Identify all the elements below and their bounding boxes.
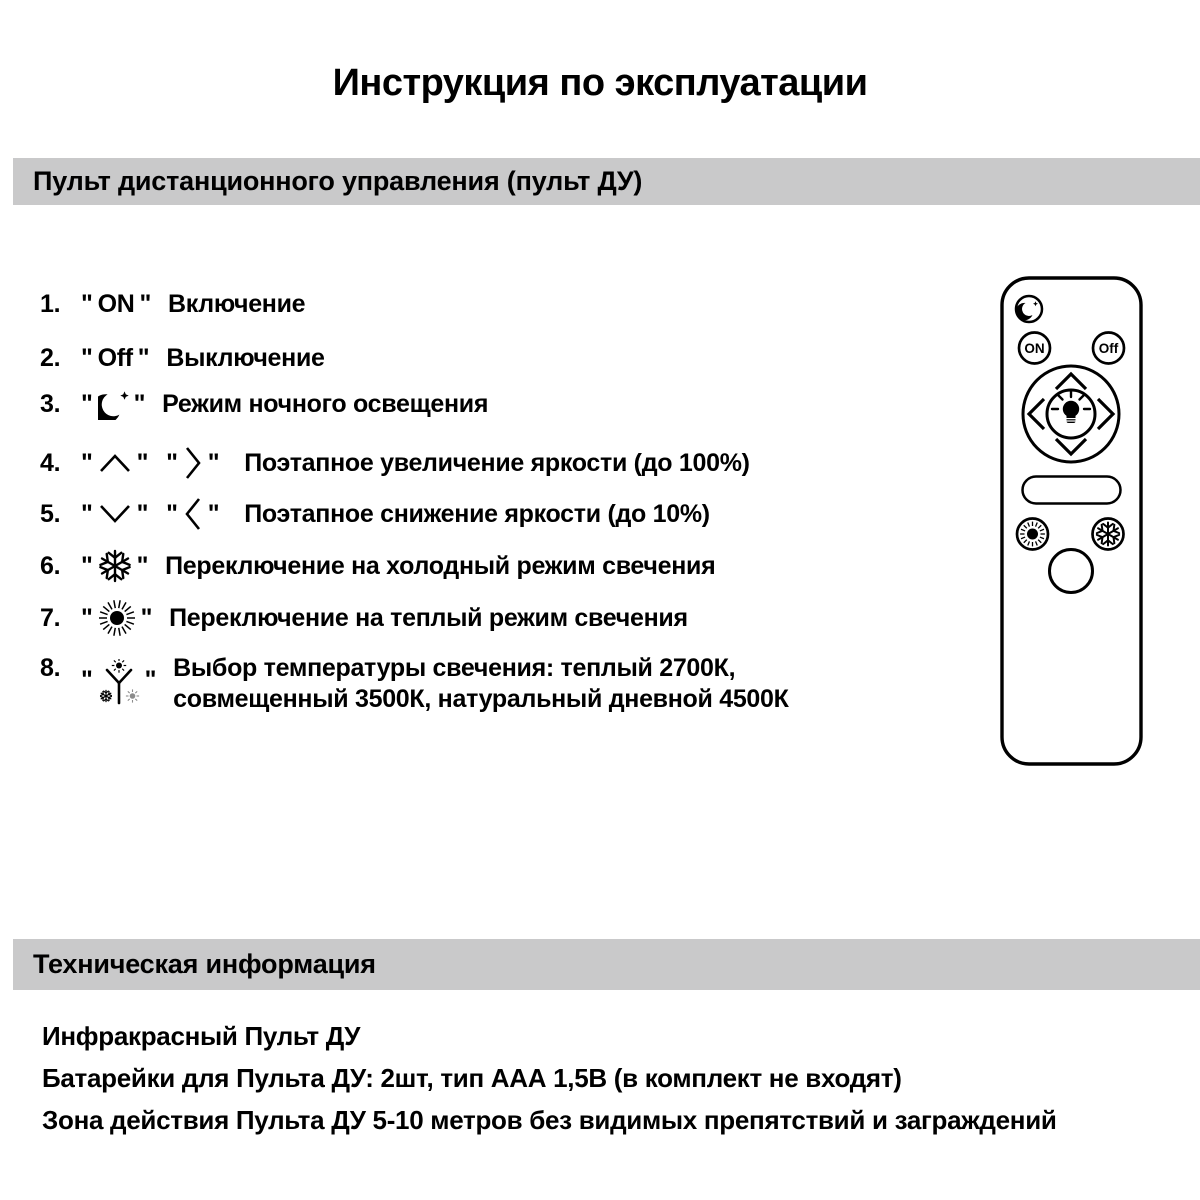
quote-mark: " [140,603,153,632]
chevron-left-icon [183,496,203,532]
list-item-label: Поэтапное снижение яркости (до 10%) [244,499,710,528]
chevron-down-icon [98,503,132,525]
quote-mark: " [166,499,178,528]
page-title: Инструкция по эксплуатации [332,62,868,104]
quote-mark: " [166,448,178,477]
quote-mark: " [81,289,93,318]
list-item-number: 6. [40,551,61,580]
tech-info-line: Батарейки для Пульта ДУ: 2шт, тип ААА 1,5В (в комплект не входят) [42,1063,902,1093]
remote-warm-mode-button [1017,519,1048,550]
quote-mark: " [81,389,93,418]
list-item [40,282,305,326]
quoted-symbol [76,549,153,583]
chevron-up-icon [98,452,132,474]
quote-mark: " [81,448,93,477]
tech-info-line: Инфракрасный Пульт ДУ [42,1021,361,1051]
list-item-label: Поэтапное увеличение яркости (до 100%) [244,448,750,477]
quote-mark: " [81,551,93,580]
quoted-symbol [161,496,224,532]
quote-mark: " [81,665,93,694]
quote-mark: " [136,499,149,528]
sun-icon [1020,522,1045,547]
list-item [40,382,488,426]
list-item-number: 2. [40,343,61,372]
quote-mark: " [207,448,220,477]
tech-info-line: Зона действия Пульта ДУ 5-10 метров без видимых препятствий и заграждений [42,1105,1057,1135]
quote-mark: " [144,665,157,694]
quote-mark: " [133,389,146,418]
snowflake-icon [98,549,132,583]
quote-mark: " [81,499,93,528]
remote-control-diagram [1000,276,1143,766]
quote-mark: " [136,448,149,477]
list-item-label: Выключение [166,343,325,372]
list-item-label: Режим ночного освещения [162,389,489,418]
section-header-tech-label: Техническая информация [33,949,376,979]
list-item-label: Включение [168,289,306,318]
list-item [40,336,325,380]
section-header-remote [13,158,1200,205]
on-button-label: ON [1024,341,1045,356]
section-header-tech [13,939,1200,990]
list-item [40,596,688,640]
quoted-symbol [76,290,156,319]
button-label-text: ON [97,289,135,318]
quote-mark: " [207,499,220,528]
quoted-symbol [76,653,161,707]
button-label-text: Off [97,343,133,372]
list-item-label: Переключение на холодный режим свечения [165,551,716,580]
chevron-right-icon [183,445,203,481]
quoted-symbol [76,599,157,637]
quote-mark: " [137,343,150,372]
quote-mark: " [81,343,93,372]
moon-icon [98,389,129,420]
remote-cold-mode-button [1093,519,1124,550]
sun-icon [98,599,136,637]
list-item-number: 5. [40,499,61,528]
quoted-symbol [76,389,150,420]
list-item-number: 3. [40,389,61,418]
off-button-label: Off [1098,341,1119,356]
list-item [40,653,789,715]
list-item [40,544,715,588]
quote-mark: " [139,289,152,318]
quote-mark: " [81,603,93,632]
quoted-symbol [76,344,154,373]
list-item [40,492,710,536]
quoted-symbol [76,449,153,478]
quoted-symbol [161,445,224,481]
list-item-number: 7. [40,603,61,632]
list-item-label: Выбор температуры свечения: теплый 2700К, совмещенный 3500К, натуральный дневной 4500К [173,654,789,713]
list-item-number: 4. [40,448,61,477]
section-header-remote-label: Пульт дистанционного управления (пульт ДУ) [33,166,643,196]
list-item-number: 8. [40,654,61,682]
list-item-number: 1. [40,289,61,318]
quote-mark: " [136,551,149,580]
list-item [40,441,750,485]
color-temperature-select-icon [98,659,140,707]
list-item-label: Переключение на теплый режим свечения [169,603,688,632]
quoted-symbol [76,500,153,529]
